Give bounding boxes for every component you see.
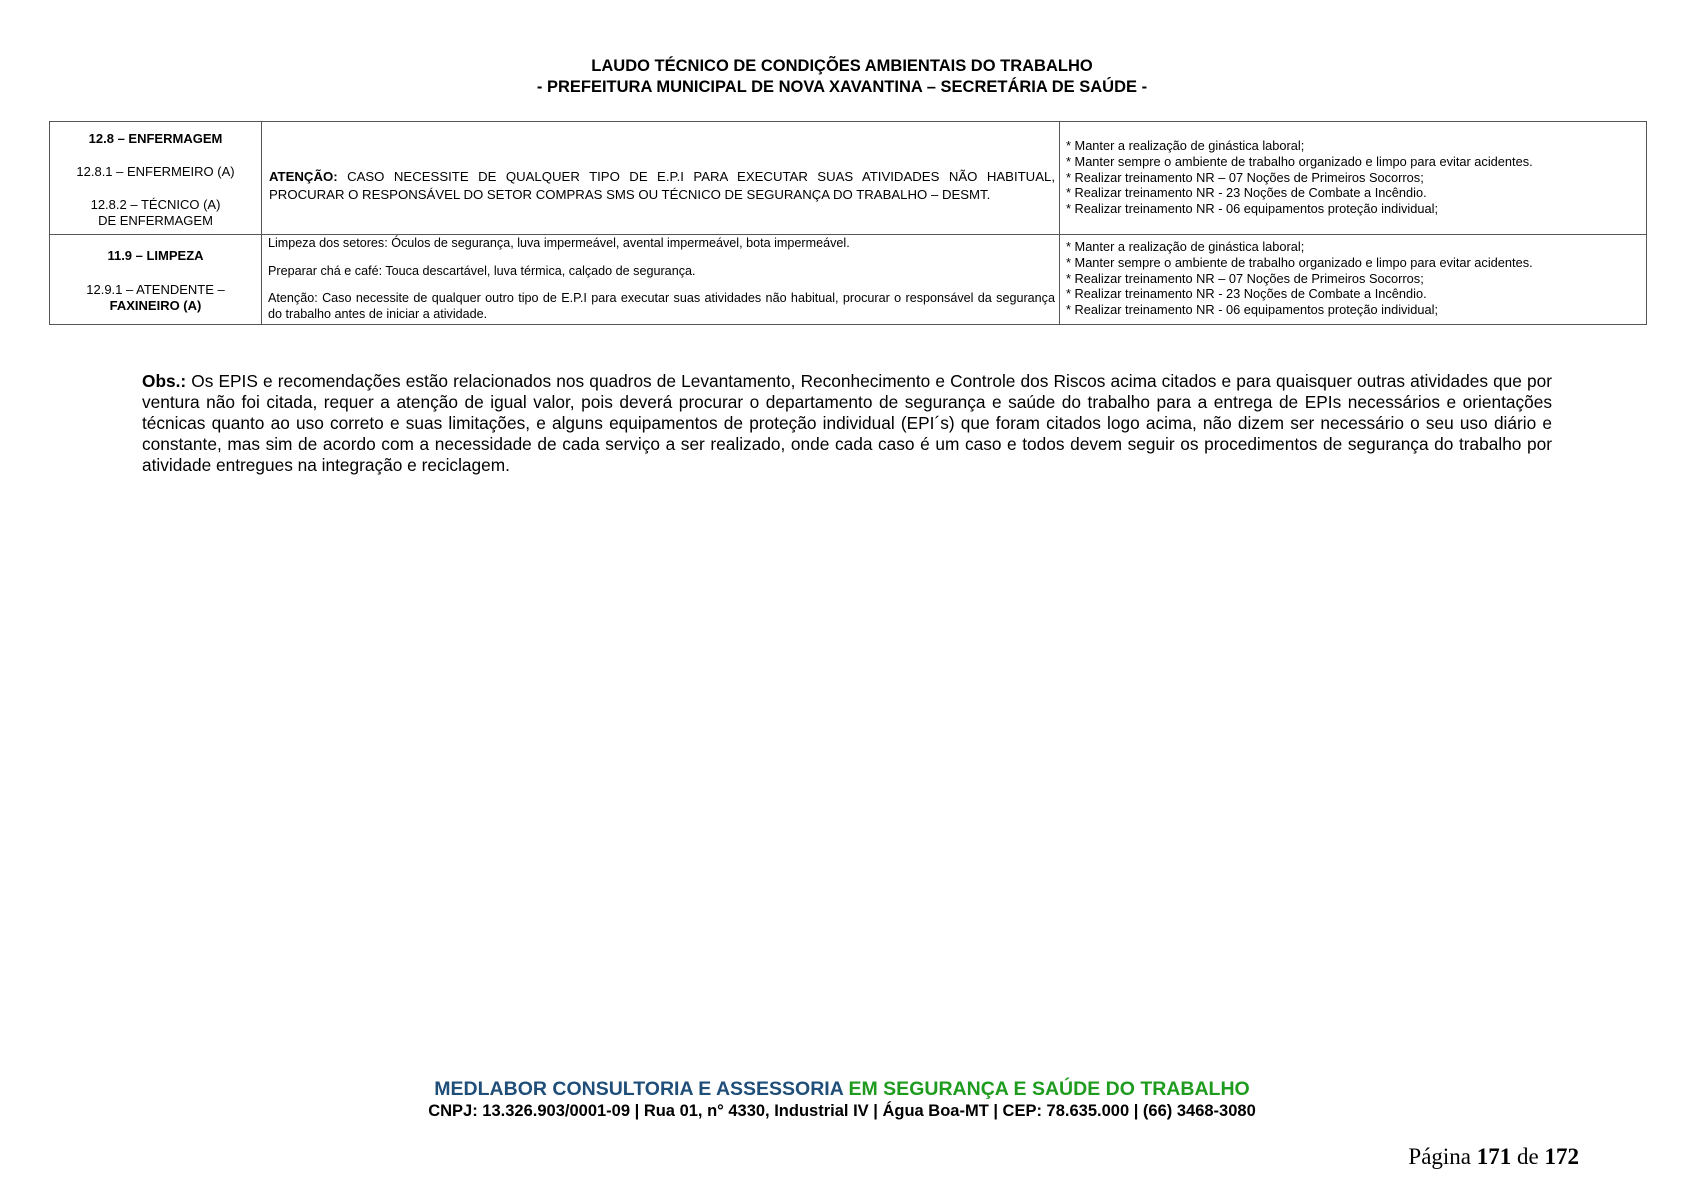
sector-title: 12.8 – ENFERMAGEM xyxy=(88,131,223,146)
document-subtitle: - PREFEITURA MUNICIPAL DE NOVA XAVANTINA – SECRETÁRIA DE SAÚDE - xyxy=(536,78,1148,96)
page-number xyxy=(1408,1143,1579,1171)
attention-label: ATENÇÃO: xyxy=(269,169,338,184)
table-row xyxy=(50,235,1647,325)
sector-title: 11.9 – LIMPEZA xyxy=(107,248,204,263)
recommendation-item: * Realizar treinamento NR - 06 equipamentos proteção individual; xyxy=(1066,201,1439,217)
recommendation-item: * Manter a realização de ginástica laboral; xyxy=(1066,239,1305,254)
recommendation-item: * Realizar treinamento NR – 07 Noções de Primeiros Socorros; xyxy=(1066,270,1424,286)
attention-text: CASO NECESSITE DE QUALQUER TIPO DE E.P.I PARA EXECUTAR SUAS ATIVIDADES NÃO HABITUAL, PROCURAR O RESPONSÁVEL DO SETOR COMPRAS SMS OU TÉCNICO DE SEGURANÇA DO TRABALHO – DESMT. xyxy=(269,169,1055,202)
function-cell xyxy=(50,122,262,235)
recommendation-item: * Manter sempre o ambiente de trabalho organizado e limpo para evitar acidentes. xyxy=(1066,254,1533,270)
role-name: 12.8.2 – TÉCNICO (A) xyxy=(90,197,221,212)
recommendations-cell xyxy=(1060,122,1647,235)
document-header xyxy=(0,56,1684,98)
page-current: 171 xyxy=(1476,1144,1512,1169)
epi-description: Atenção: Caso necessite de qualquer outro tipo de E.P.I para executar suas atividades não habitual, procurar o responsável da segurança do trabalho antes de iniciar a atividade. xyxy=(268,291,1055,321)
observation-text: Os EPIS e recomendações estão relacionados nos quadros de Levantamento, Reconhecimento e Controle dos Riscos acima citados e para quaisquer outras atividades que por ventura não foi citada, requer a atenção de igual valor, pois deverá procurar o departamento de segurança e saúde do trabalho para a entrega de EPIs necessários e orientações técnicas quanto ao uso correto e suas limitações, e alguns equipamentos de proteção individual (EPI´s) que foram citados logo acima, não dizem ser necessário o seu uso diário e constante, mas sim de acordo com a necessidade de cada serviço a ser realizado, onde cada caso é um caso e todos devem seguir os procedimentos de segurança do trabalho por atividade entregues na integração e reciclagem. xyxy=(142,371,1552,475)
epi-cell xyxy=(262,122,1060,235)
epi-description: Limpeza dos setores: Óculos de segurança, luva impermeável, avental impermeável, bota impermeável. xyxy=(268,236,850,250)
recommendations-cell xyxy=(1060,235,1647,325)
document-title: LAUDO TÉCNICO DE CONDIÇÕES AMBIENTAIS DO TRABALHO xyxy=(591,57,1093,75)
footer-address: CNPJ: 13.326.903/0001-09 | Rua 01, n° 4330, Industrial IV | Água Boa-MT | CEP: 78.635.000 | (66) 3468-3080 xyxy=(428,1102,1256,1120)
company-tagline: EM SEGURANÇA E SAÚDE DO TRABALHO xyxy=(843,1078,1250,1100)
role-name-continuation: DE ENFERMAGEM xyxy=(98,213,213,228)
recommendations-list xyxy=(1060,235,1646,318)
epi-table xyxy=(49,121,1647,325)
epi-description: Preparar chá e café: Touca descartável, luva térmica, calçado de segurança. xyxy=(268,263,696,278)
recommendation-item: * Manter sempre o ambiente de trabalho organizado e limpo para evitar acidentes. xyxy=(1066,153,1533,169)
role-name: 12.9.1 – ATENDENTE – xyxy=(86,282,225,297)
observation-paragraph xyxy=(142,371,1552,476)
function-cell xyxy=(50,235,262,325)
observation-label: Obs.: xyxy=(142,371,187,391)
company-name: MEDLABOR CONSULTORIA E ASSESSORIA xyxy=(434,1078,844,1100)
recommendation-item: * Realizar treinamento NR - 06 equipamentos proteção individual; xyxy=(1066,302,1439,318)
page-of: de xyxy=(1511,1144,1545,1169)
recommendations-list xyxy=(1060,122,1646,217)
epi-cell xyxy=(262,235,1060,325)
recommendation-item: * Realizar treinamento NR – 07 Noções de Primeiros Socorros; xyxy=(1066,169,1424,185)
footer-company xyxy=(0,1077,1684,1101)
recommendation-item: * Realizar treinamento NR - 23 Noções de Combate a Incêndio. xyxy=(1066,185,1427,201)
recommendation-item: * Manter a realização de ginástica laboral; xyxy=(1066,138,1305,153)
role-name-continuation: FAXINEIRO (A) xyxy=(109,298,202,313)
page-label: Página xyxy=(1408,1144,1477,1169)
page-total: 172 xyxy=(1544,1144,1579,1169)
recommendation-item: * Realizar treinamento NR - 23 Noções de Combate a Incêndio. xyxy=(1066,286,1427,302)
table-row xyxy=(50,122,1647,235)
role-name: 12.8.1 – ENFERMEIRO (A) xyxy=(76,164,235,179)
